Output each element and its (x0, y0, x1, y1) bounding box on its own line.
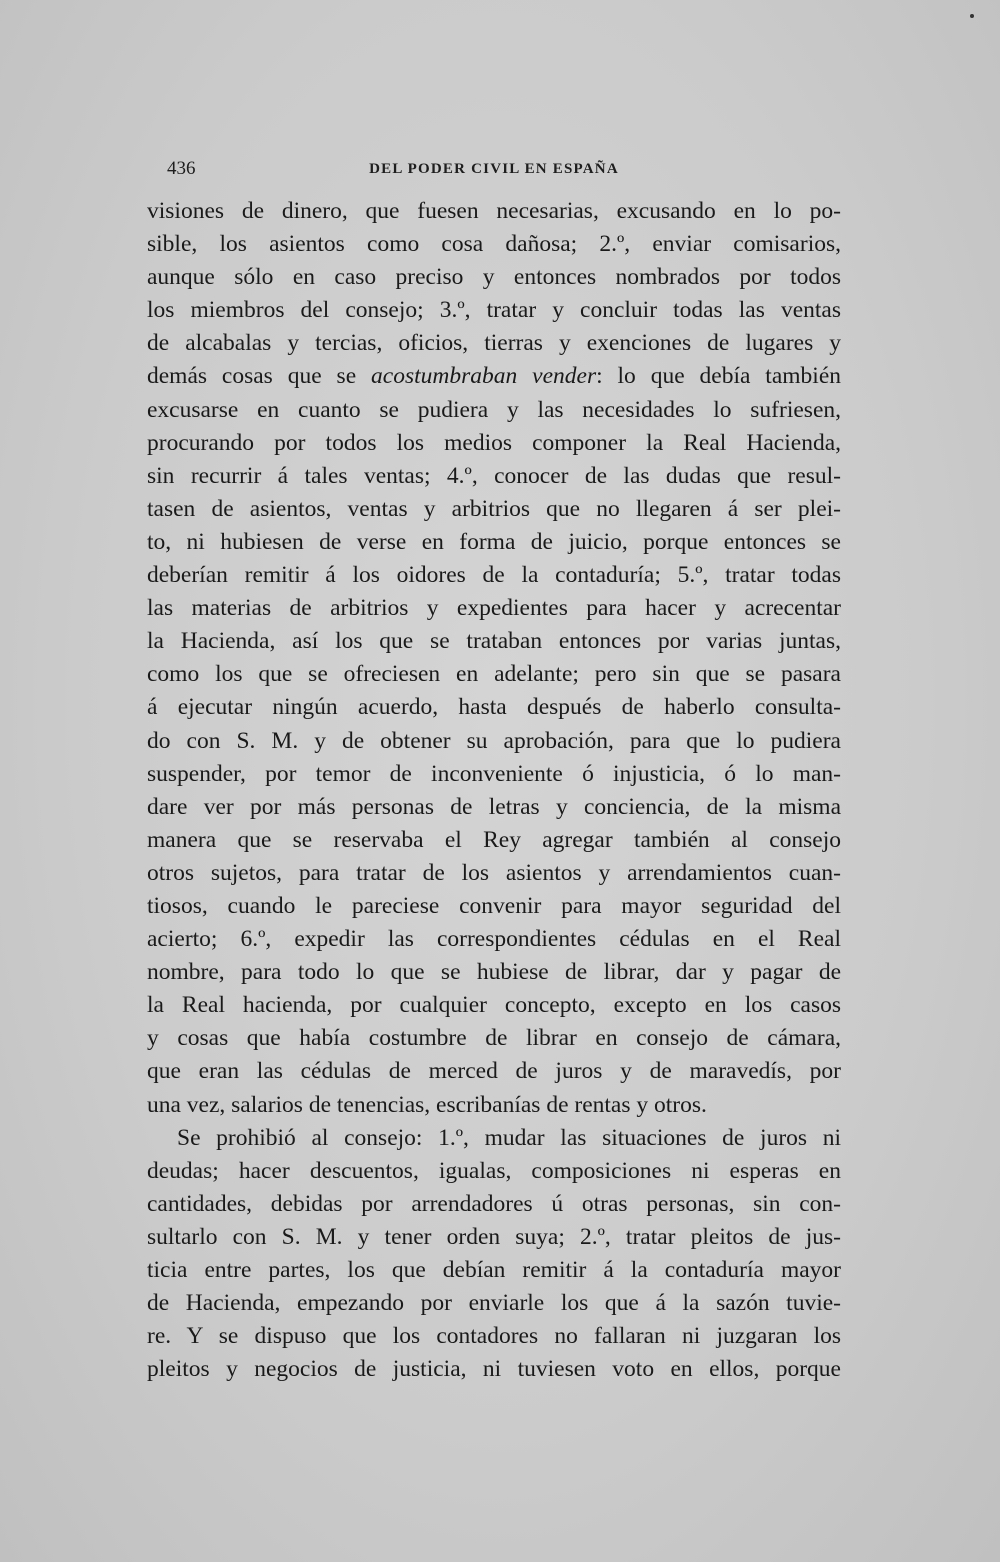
text-line: la Real hacienda, por cualquier concepto, excepto en los casos (147, 992, 841, 1019)
text-line: demás cosas que se acostumbraban vender: lo que debía también (147, 363, 841, 390)
text-line: cantidades, debidas por arrendadores ú otras personas, sin con- (147, 1190, 841, 1217)
ink-speck (970, 14, 974, 18)
text-line: visiones de dinero, que fuesen necesarias, excusando en lo po- (147, 198, 841, 224)
text-line: procurando por todos los medios componer la Real Hacienda, (147, 429, 841, 456)
text-line: los miembros del consejo; 3.º, tratar y concluir todas las ventas (147, 297, 841, 324)
text-line: sible, los asientos como cosa dañosa; 2.º, enviar comisarios, (147, 231, 841, 258)
text-line: Se prohibió al consejo: 1.º, mudar las situaciones de juros ni (177, 1124, 841, 1151)
italic-phrase: acostumbraban vender (371, 363, 597, 390)
text-line: de alcabalas y tercias, oficios, tierras y exenciones de lugares y (147, 330, 841, 357)
text-line: las materias de arbitrios y expedientes para hacer y acrecentar (147, 595, 841, 622)
text-line: aunque sólo en caso preciso y entonces nombrados por todos (147, 264, 841, 291)
text-line: deudas; hacer descuentos, igualas, composiciones ni esperas en (147, 1157, 841, 1184)
text-line: la Hacienda, así los que se trataban entonces por varias juntas, (147, 628, 841, 655)
text-line: manera que se reservaba el Rey agregar también al consejo (147, 826, 841, 853)
text-line: otros sujetos, para tratar de los asientos y arrendamientos cuan- (147, 859, 841, 886)
text-line: sin recurrir á tales ventas; 4.º, conocer de las dudas que resul- (147, 462, 841, 489)
text-line: do con S. M. y de obtener su aprobación, para que lo pudiera (147, 727, 841, 754)
body-text (147, 195, 841, 1386)
text-line: tiosos, cuando le pareciese convenir para mayor seguridad del (147, 892, 841, 919)
text-line: de Hacienda, empezando por enviarle los que á la sazón tuvie- (147, 1290, 841, 1317)
text-line: nombre, para todo lo que se hubiese de librar, dar y pagar de (147, 959, 841, 986)
text-line: to, ni hubiesen de verse en forma de juicio, porque entonces se (147, 528, 841, 555)
text-line: á ejecutar ningún acuerdo, hasta después de haberlo consulta- (147, 694, 841, 721)
text-line: re. Y se dispuso que los contadores no fallaran ni juzgaran los (147, 1323, 841, 1350)
paragraph-2 (147, 1122, 841, 1387)
text-line: acierto; 6.º, expedir las correspondientes cédulas en el Real (147, 926, 841, 953)
running-title: DEL PODER CIVIL EN ESPAÑA (369, 161, 619, 177)
text-line: excusarse en cuanto se pudiera y las necesidades lo sufriesen, (147, 396, 841, 423)
text-line: una vez, salarios de tenencias, escribanías de rentas y otros. (147, 1091, 707, 1118)
text-line: tasen de asientos, ventas y arbitrios que no llegaren á ser plei- (147, 495, 841, 522)
text-line: que eran las cédulas de merced de juros y de maravedís, por (147, 1058, 841, 1085)
page-number: 436 (167, 158, 196, 179)
text-line: ticia entre partes, los que debían remitir á la contaduría mayor (147, 1257, 841, 1283)
paragraph-1 (147, 195, 841, 1122)
text-line: dare ver por más personas de letras y conciencia, de la misma (147, 793, 841, 820)
text-line: deberían remitir á los oidores de la contaduría; 5.º, tratar todas (147, 562, 841, 589)
text-line: suspender, por temor de inconveniente ó injusticia, ó lo man- (147, 760, 841, 787)
text-line: y cosas que había costumbre de librar en consejo de cámara, (147, 1025, 841, 1052)
text-line: pleitos y negocios de justicia, ni tuviesen voto en ellos, porque (147, 1356, 841, 1383)
text-line: como los que se ofreciesen en adelante; pero sin que se pasara (147, 661, 841, 688)
page-header (147, 158, 841, 186)
text-line: sultarlo con S. M. y tener orden suya; 2.º, tratar pleitos de jus- (147, 1223, 841, 1250)
